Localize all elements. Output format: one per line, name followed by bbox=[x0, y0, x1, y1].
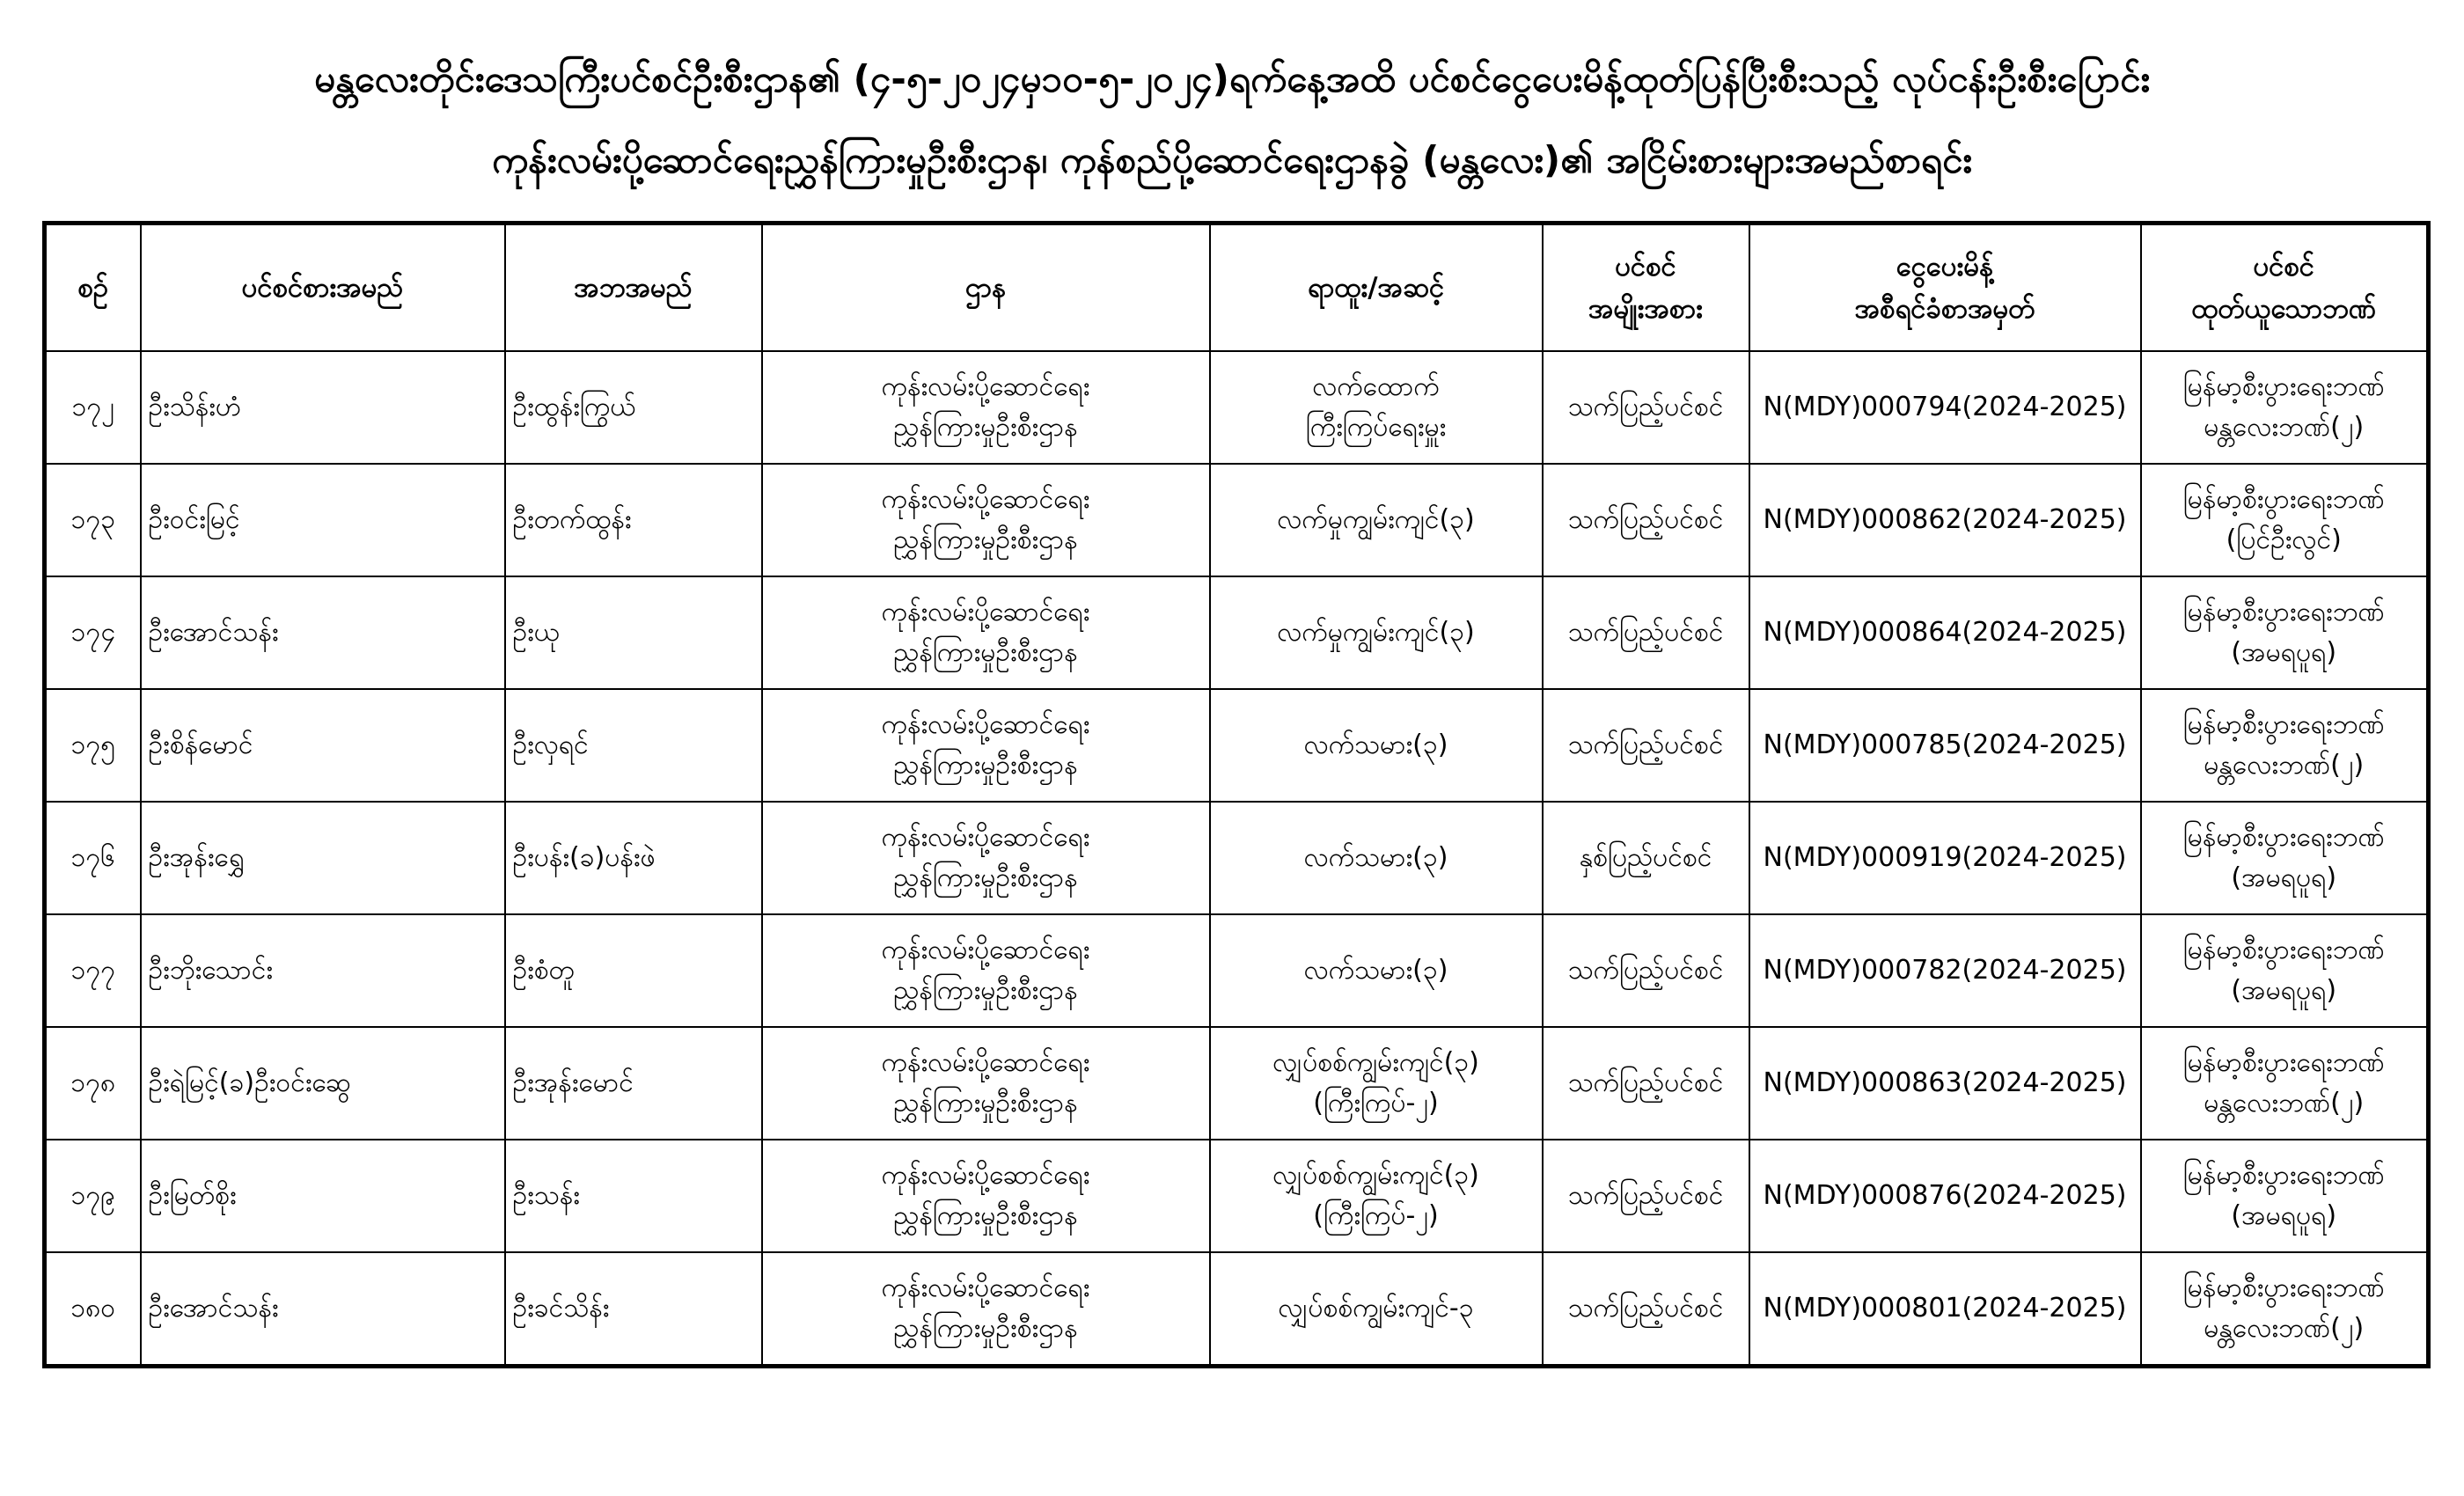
pensioner-table bbox=[42, 221, 2431, 1368]
cell-rank bbox=[1210, 351, 1543, 464]
cell-dept bbox=[762, 802, 1210, 914]
table-row bbox=[45, 351, 2429, 464]
cell-dept-line-2: ညွှန်ကြားမှုဦးစီးဌာန bbox=[893, 862, 1078, 893]
cell-issued bbox=[2141, 464, 2429, 576]
cell-name: ဦးသိန်းဟံ bbox=[141, 351, 505, 464]
cell-cert: N(MDY)000864(2024-2025) bbox=[1749, 576, 2141, 689]
cell-issued-line-2: မန္တလေးဘဏ်(၂) bbox=[2204, 412, 2365, 443]
table-row bbox=[45, 464, 2429, 576]
cell-dept-line-2: ညွှန်ကြားမှုဦးစီးဌာန bbox=[893, 1313, 1078, 1344]
cell-rank-line-1: လက်သမား(၃) bbox=[1303, 842, 1448, 873]
cell-issued bbox=[2141, 1140, 2429, 1252]
cell-dept-line-1: ကုန်းလမ်းပို့ဆောင်ရေး bbox=[881, 1160, 1090, 1191]
cell-type: နှစ်ပြည့်ပင်စင် bbox=[1543, 802, 1749, 914]
cell-issued bbox=[2141, 351, 2429, 464]
cell-issued-line-1: မြန်မာ့စီးပွားရေးဘဏ် bbox=[2182, 1160, 2385, 1191]
cell-father: ဦးယု bbox=[505, 576, 762, 689]
cell-type: သက်ပြည့်ပင်စင် bbox=[1543, 914, 1749, 1027]
table-row bbox=[45, 576, 2429, 689]
cell-name: ဦးဘိုးသောင်း bbox=[141, 914, 505, 1027]
cell-no: ၁၇၇ bbox=[45, 914, 141, 1027]
cell-cert: N(MDY)000876(2024-2025) bbox=[1749, 1140, 2141, 1252]
cell-father: ဦးစံတူ bbox=[505, 914, 762, 1027]
cell-issued bbox=[2141, 689, 2429, 802]
cell-no: ၁၇၆ bbox=[45, 802, 141, 914]
cell-dept-line-2: ညွှန်ကြားမှုဦးစီးဌာန bbox=[893, 524, 1078, 555]
header-cert-line-2: အစီရင်ခံစာအမှတ် bbox=[1854, 293, 2035, 325]
cell-rank-line-1: လက်သမား(၃) bbox=[1303, 730, 1448, 760]
cell-rank-line-1: လျှပ်စစ်ကျွမ်းကျင်(၃) bbox=[1272, 1047, 1479, 1078]
cell-issued-line-1: မြန်မာ့စီးပွားရေးဘဏ် bbox=[2182, 371, 2385, 402]
cell-dept-line-1: ကုန်းလမ်းပို့ဆောင်ရေး bbox=[881, 935, 1090, 965]
cell-dept-line-1: ကုန်းလမ်းပို့ဆောင်ရေး bbox=[881, 484, 1090, 515]
cell-name: ဦးအုန်းရွှေ bbox=[141, 802, 505, 914]
table-row bbox=[45, 689, 2429, 802]
cell-issued-line-1: မြန်မာ့စီးပွားရေးဘဏ် bbox=[2182, 597, 2385, 627]
cell-father: ဦးထွန်းကြွယ် bbox=[505, 351, 762, 464]
cell-no: ၁၇၈ bbox=[45, 1027, 141, 1140]
cell-issued bbox=[2141, 1027, 2429, 1140]
cell-name: ဦးမြတ်စိုး bbox=[141, 1140, 505, 1252]
cell-cert: N(MDY)000794(2024-2025) bbox=[1749, 351, 2141, 464]
cell-no: ၁၇၃ bbox=[45, 464, 141, 576]
cell-rank-line-1: လက်မှုကျွမ်းကျင်(၃) bbox=[1277, 617, 1475, 648]
cell-dept-line-1: ကုန်းလမ်းပို့ဆောင်ရေး bbox=[881, 597, 1090, 627]
cell-father: ဦးလှရင် bbox=[505, 689, 762, 802]
cell-dept-line-1: ကုန်းလမ်းပို့ဆောင်ရေး bbox=[881, 1272, 1090, 1303]
cell-dept-line-2: ညွှန်ကြားမှုဦးစီးဌာန bbox=[893, 975, 1078, 1006]
header-name: ပင်စင်စားအမည် bbox=[141, 224, 505, 352]
cell-dept-line-1: ကုန်းလမ်းပို့ဆောင်ရေး bbox=[881, 1047, 1090, 1078]
cell-cert: N(MDY)000785(2024-2025) bbox=[1749, 689, 2141, 802]
cell-rank-line-2: (ကြီးကြပ်-၂) bbox=[1313, 1200, 1439, 1231]
cell-type: သက်ပြည့်ပင်စင် bbox=[1543, 689, 1749, 802]
cell-no: ၁၇၄ bbox=[45, 576, 141, 689]
cell-father: ဦးတက်ထွန်း bbox=[505, 464, 762, 576]
cell-issued-line-2: မန္တလေးဘဏ်(၂) bbox=[2204, 1313, 2365, 1344]
table-row bbox=[45, 1252, 2429, 1367]
table-row bbox=[45, 914, 2429, 1027]
cell-dept bbox=[762, 1140, 1210, 1252]
cell-dept-line-1: ကုန်းလမ်းပို့ဆောင်ရေး bbox=[881, 371, 1090, 402]
cell-no: ၁၇၉ bbox=[45, 1140, 141, 1252]
cell-issued-line-2: (အမရပူရ) bbox=[2231, 975, 2337, 1006]
cell-rank bbox=[1210, 802, 1543, 914]
cell-cert: N(MDY)000863(2024-2025) bbox=[1749, 1027, 2141, 1140]
cell-type: သက်ပြည့်ပင်စင် bbox=[1543, 1252, 1749, 1367]
cell-issued bbox=[2141, 802, 2429, 914]
table-row bbox=[45, 1027, 2429, 1140]
cell-rank bbox=[1210, 914, 1543, 1027]
document-header bbox=[0, 53, 2464, 187]
cell-father: ဦးခင်သိန်း bbox=[505, 1252, 762, 1367]
cell-dept bbox=[762, 914, 1210, 1027]
header-type-line-2: အမျိုးအစား bbox=[1588, 293, 1703, 325]
table-row bbox=[45, 802, 2429, 914]
cell-issued-line-1: မြန်မာ့စီးပွားရေးဘဏ် bbox=[2182, 709, 2385, 740]
cell-dept-line-2: ညွှန်ကြားမှုဦးစီးဌာန bbox=[893, 412, 1078, 443]
cell-dept-line-1: ကုန်းလမ်းပို့ဆောင်ရေး bbox=[881, 709, 1090, 740]
document-title-line-2: ကုန်းလမ်းပို့ဆောင်ရေးညွှန်ကြားမှုဦးစီးဌာန၊ ကုန်စည်ပို့ဆောင်ရေးဌာနခွဲ (မန္တလေး)၏ အငြိမ်းစားများအမည်စာရင်း bbox=[492, 138, 1972, 181]
header-cert bbox=[1749, 224, 2141, 352]
header-dept: ဌာန bbox=[762, 224, 1210, 352]
cell-dept bbox=[762, 1252, 1210, 1367]
cell-issued-line-1: မြန်မာ့စီးပွားရေးဘဏ် bbox=[2182, 935, 2385, 965]
cell-issued-line-2: မန္တလေးဘဏ်(၂) bbox=[2204, 750, 2365, 781]
cell-dept bbox=[762, 689, 1210, 802]
cell-dept-line-1: ကုန်းလမ်းပို့ဆောင်ရေး bbox=[881, 822, 1090, 853]
cell-rank-line-1: လက်မှုကျွမ်းကျင်(၃) bbox=[1277, 504, 1475, 535]
header-issued bbox=[2141, 224, 2429, 352]
cell-dept bbox=[762, 464, 1210, 576]
cell-rank-line-1: လက်သမား(၃) bbox=[1303, 955, 1448, 986]
cell-no: ၁၇၅ bbox=[45, 689, 141, 802]
cell-name: ဦးစိန်မောင် bbox=[141, 689, 505, 802]
cell-rank bbox=[1210, 1252, 1543, 1367]
cell-rank bbox=[1210, 1027, 1543, 1140]
cell-father: ဦးအုန်းမောင် bbox=[505, 1027, 762, 1140]
cell-rank bbox=[1210, 1140, 1543, 1252]
cell-name: ဦးဝင်းမြင့် bbox=[141, 464, 505, 576]
cell-issued-line-1: မြန်မာ့စီးပွားရေးဘဏ် bbox=[2182, 1047, 2385, 1078]
header-type-line-1: ပင်စင် bbox=[1615, 251, 1676, 282]
cell-dept bbox=[762, 1027, 1210, 1140]
cell-dept-line-2: ညွှန်ကြားမှုဦးစီးဌာန bbox=[893, 1088, 1078, 1118]
cell-issued-line-1: မြန်မာ့စီးပွားရေးဘဏ် bbox=[2182, 1272, 2385, 1303]
table-header-row bbox=[45, 224, 2429, 352]
cell-issued bbox=[2141, 914, 2429, 1027]
cell-name: ဦးရဲမြင့်(ခ)ဦးဝင်းဆွေ bbox=[141, 1027, 505, 1140]
cell-no: ၁၈၀ bbox=[45, 1252, 141, 1367]
cell-cert: N(MDY)000782(2024-2025) bbox=[1749, 914, 2141, 1027]
cell-type: သက်ပြည့်ပင်စင် bbox=[1543, 351, 1749, 464]
cell-type: သက်ပြည့်ပင်စင် bbox=[1543, 1140, 1749, 1252]
cell-issued-line-1: မြန်မာ့စီးပွားရေးဘဏ် bbox=[2182, 484, 2385, 515]
cell-issued-line-2: မန္တလေးဘဏ်(၂) bbox=[2204, 1088, 2365, 1118]
cell-rank-line-1: လျှပ်စစ်ကျွမ်းကျင်-၃ bbox=[1278, 1293, 1474, 1324]
cell-dept-line-2: ညွှန်ကြားမှုဦးစီးဌာန bbox=[893, 637, 1078, 668]
header-rank: ရာထူး/အဆင့် bbox=[1210, 224, 1543, 352]
document-title-line-1: မန္တလေးတိုင်းဒေသကြီးပင်စင်ဦးစီးဌာန၏ (၄-၅-၂၀၂၄မှ၁၀-၅-၂၀၂၄)ရက်နေ့အထိ ပင်စင်ငွေပေးမိန့်ထုတ်ပြန်ပြီးစီးသည့် လုပ်ငန်းဦးစီးပြောင်း bbox=[313, 57, 2151, 100]
header-no: စဉ် bbox=[45, 224, 141, 352]
header-issued-line-2: ထုတ်ယူသောဘဏ် bbox=[2191, 293, 2377, 325]
cell-issued-line-1: မြန်မာ့စီးပွားရေးဘဏ် bbox=[2182, 822, 2385, 853]
header-cert-line-1: ငွေပေးမိန့် bbox=[1896, 251, 1994, 282]
cell-no: ၁၇၂ bbox=[45, 351, 141, 464]
cell-issued bbox=[2141, 576, 2429, 689]
cell-type: သက်ပြည့်ပင်စင် bbox=[1543, 576, 1749, 689]
cell-rank-line-2: (ကြီးကြပ်-၂) bbox=[1313, 1088, 1439, 1118]
cell-issued-line-2: (ပြင်ဦးလွင်) bbox=[2226, 524, 2342, 555]
cell-type: သက်ပြည့်ပင်စင် bbox=[1543, 464, 1749, 576]
cell-cert: N(MDY)000919(2024-2025) bbox=[1749, 802, 2141, 914]
cell-rank-line-2: ကြီးကြပ်ရေးမှူး bbox=[1305, 412, 1447, 443]
header-father: အဘအမည် bbox=[505, 224, 762, 352]
cell-issued bbox=[2141, 1252, 2429, 1367]
cell-rank-line-1: လက်ထောက် bbox=[1312, 371, 1440, 402]
cell-rank bbox=[1210, 689, 1543, 802]
header-issued-line-1: ပင်စင် bbox=[2253, 251, 2314, 282]
cell-name: ဦးအောင်သန်း bbox=[141, 576, 505, 689]
cell-dept bbox=[762, 576, 1210, 689]
cell-rank bbox=[1210, 464, 1543, 576]
cell-cert: N(MDY)000801(2024-2025) bbox=[1749, 1252, 2141, 1367]
header-type bbox=[1543, 224, 1749, 352]
cell-cert: N(MDY)000862(2024-2025) bbox=[1749, 464, 2141, 576]
cell-dept-line-2: ညွှန်ကြားမှုဦးစီးဌာန bbox=[893, 750, 1078, 781]
cell-dept-line-2: ညွှန်ကြားမှုဦးစီးဌာန bbox=[893, 1200, 1078, 1231]
cell-father: ဦးပန်း(ခ)ပန်းဖဲ bbox=[505, 802, 762, 914]
cell-dept bbox=[762, 351, 1210, 464]
cell-issued-line-2: (အမရပူရ) bbox=[2231, 637, 2337, 668]
cell-issued-line-2: (အမရပူရ) bbox=[2231, 862, 2337, 893]
cell-rank-line-1: လျှပ်စစ်ကျွမ်းကျင်(၃) bbox=[1272, 1160, 1479, 1191]
cell-issued-line-2: (အမရပူရ) bbox=[2231, 1200, 2337, 1231]
cell-rank bbox=[1210, 576, 1543, 689]
cell-name: ဦးအောင်သန်း bbox=[141, 1252, 505, 1367]
cell-father: ဦးသန်း bbox=[505, 1140, 762, 1252]
cell-type: သက်ပြည့်ပင်စင် bbox=[1543, 1027, 1749, 1140]
table-row bbox=[45, 1140, 2429, 1252]
